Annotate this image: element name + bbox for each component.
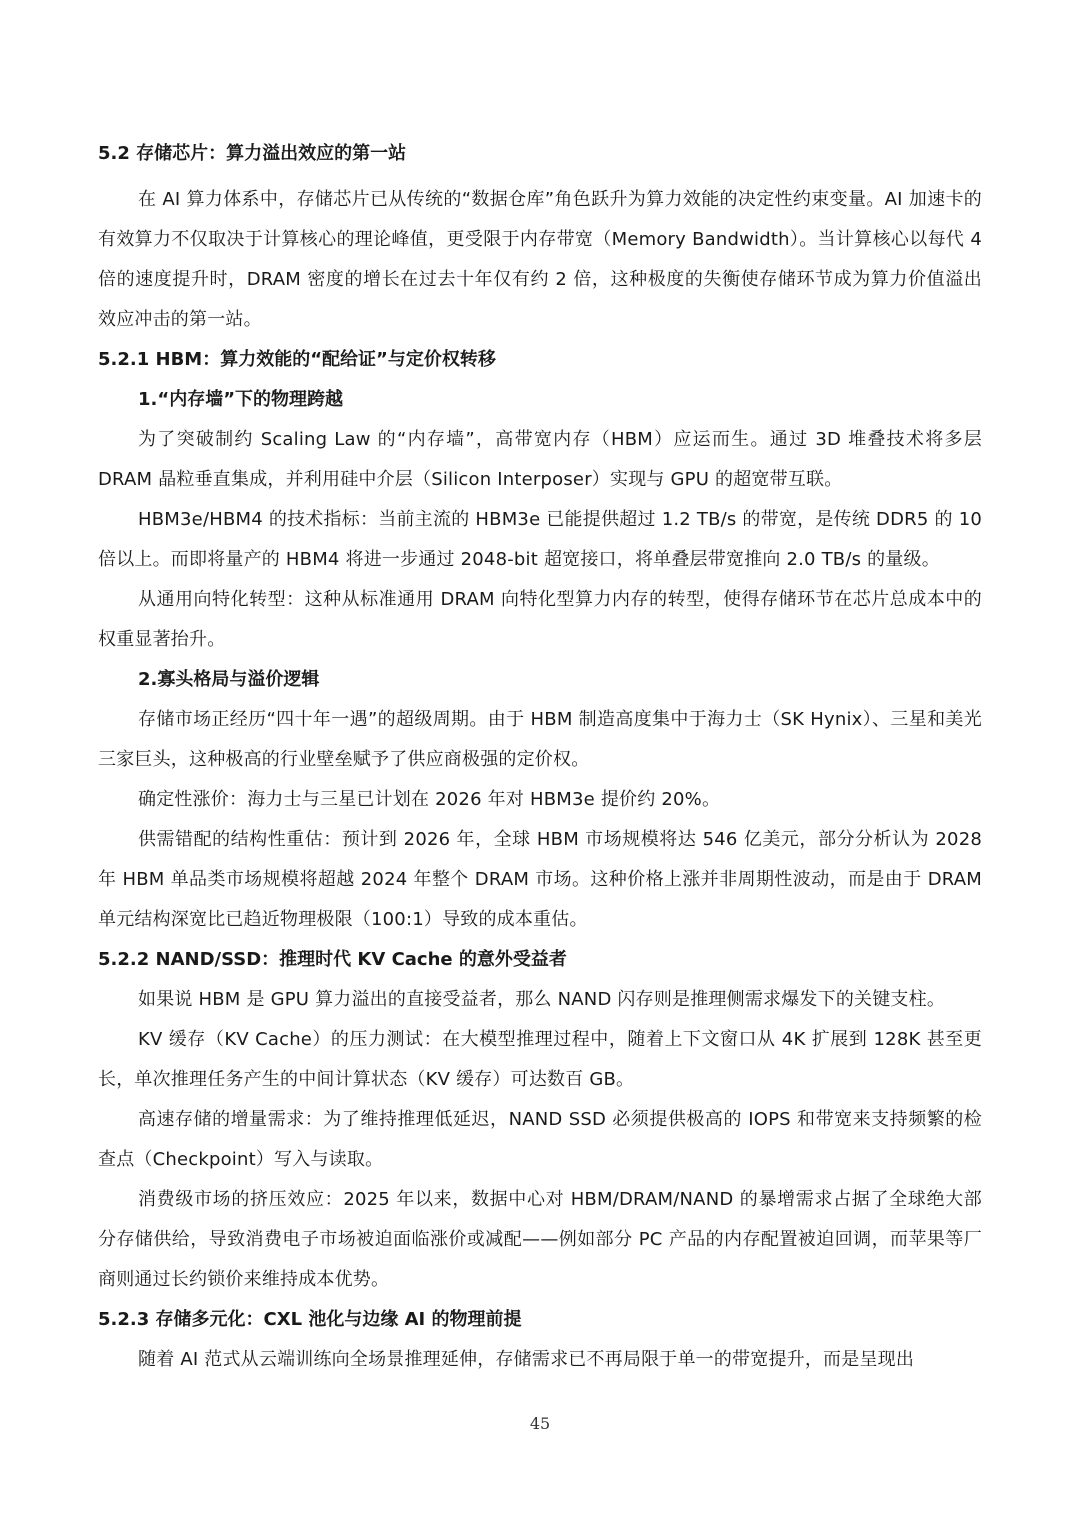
section-heading-5-2: 5.2 存储芯片：算力溢出效应的第一站	[98, 143, 407, 164]
subsection-heading-5-2-1: 5.2.1 HBM：算力效能的“配给证”与定价权转移	[98, 349, 496, 370]
paragraph-super-cycle: 存储市场正经历“四十年一遇”的超级周期。由于 HBM 制造高度集中于海力士（SK Hynix）、三星和美光三家巨头，这种极高的行业壁垒赋予了供应商极强的定价权。	[98, 709, 982, 770]
paragraph-intro: 在 AI 算力体系中，存储芯片已从传统的“数据仓库”角色跃升为算力效能的决定性约束变量。AI 加速卡的有效算力不仅取决于计算核心的理论峰值，更受限于内存带宽（Memory Bandwidth）。当计算核心以每代 4 倍的速度提升时，DRAM 密度的增长在过去十年仅有约 2 倍，这种极度的失衡使存储环节成为算力价值溢出效应冲击的第一站。	[98, 189, 982, 330]
paragraph-diversification: 随着 AI 范式从云端训练向全场景推理延伸，存储需求已不再局限于单一的带宽提升，而是呈现出	[138, 1349, 915, 1370]
paragraph-high-speed-storage: 高速存储的增量需求：为了维持推理低延迟，NAND SSD 必须提供极高的 IOPS 和带宽来支持频繁的检查点（Checkpoint）写入与读取。	[98, 1109, 982, 1170]
page-number: 45	[529, 1414, 551, 1433]
subheading-memory-wall: 1.“内存墙”下的物理跨越	[138, 389, 344, 410]
paragraph-nand-intro: 如果说 HBM 是 GPU 算力溢出的直接受益者，那么 NAND 闪存则是推理侧需求爆发下的关键支柱。	[138, 989, 946, 1010]
paragraph-kv-cache: KV 缓存（KV Cache）的压力测试：在大模型推理过程中，随着上下文窗口从 4K 扩展到 128K 甚至更长，单次推理任务产生的中间计算状态（KV 缓存）可达数百 GB。	[98, 1029, 982, 1090]
subsection-heading-5-2-3: 5.2.3 存储多元化：CXL 池化与边缘 AI 的物理前提	[98, 1309, 522, 1330]
subsection-heading-5-2-2: 5.2.2 NAND/SSD：推理时代 KV Cache 的意外受益者	[98, 949, 567, 970]
paragraph-revaluation: 供需错配的结构性重估：预计到 2026 年，全球 HBM 市场规模将达 546 亿美元，部分分析认为 2028 年 HBM 单品类市场规模将超越 2024 年整个 DRAM 市场。这种价格上涨并非周期性波动，而是由于 DRAM 单元结构深宽比已趋近物理极限（100:1）导致的成本重估。	[98, 829, 982, 930]
page-content	[98, 134, 982, 1380]
paragraph-specialization: 从通用向特化转型：这种从标准通用 DRAM 向特化型算力内存的转型，使得存储环节在芯片总成本中的权重显著抬升。	[98, 589, 982, 650]
paragraph-hbm-specs: HBM3e/HBM4 的技术指标：当前主流的 HBM3e 已能提供超过 1.2 TB/s 的带宽，是传统 DDR5 的 10 倍以上。而即将量产的 HBM4 将进一步通过 2048-bit 超宽接口，将单叠层带宽推向 2.0 TB/s 的量级。	[98, 509, 982, 570]
paragraph-consumer-squeeze: 消费级市场的挤压效应：2025 年以来，数据中心对 HBM/DRAM/NAND 的暴增需求占据了全球绝大部分存储供给，导致消费电子市场被迫面临涨价或减配——例如部分 PC 产品的内存配置被迫回调，而苹果等厂商则通过长约锁价来维持成本优势。	[98, 1189, 982, 1290]
paragraph-hbm-intro: 为了突破制约 Scaling Law 的“内存墙”，高带宽内存（HBM）应运而生。通过 3D 堆叠技术将多层 DRAM 晶粒垂直集成，并利用硅中介层（Silicon Interposer）实现与 GPU 的超宽带互联。	[98, 429, 982, 490]
subheading-oligopoly: 2.寡头格局与溢价逻辑	[138, 669, 320, 690]
paragraph-price-hike: 确定性涨价：海力士与三星已计划在 2026 年对 HBM3e 提价约 20%。	[138, 789, 721, 810]
